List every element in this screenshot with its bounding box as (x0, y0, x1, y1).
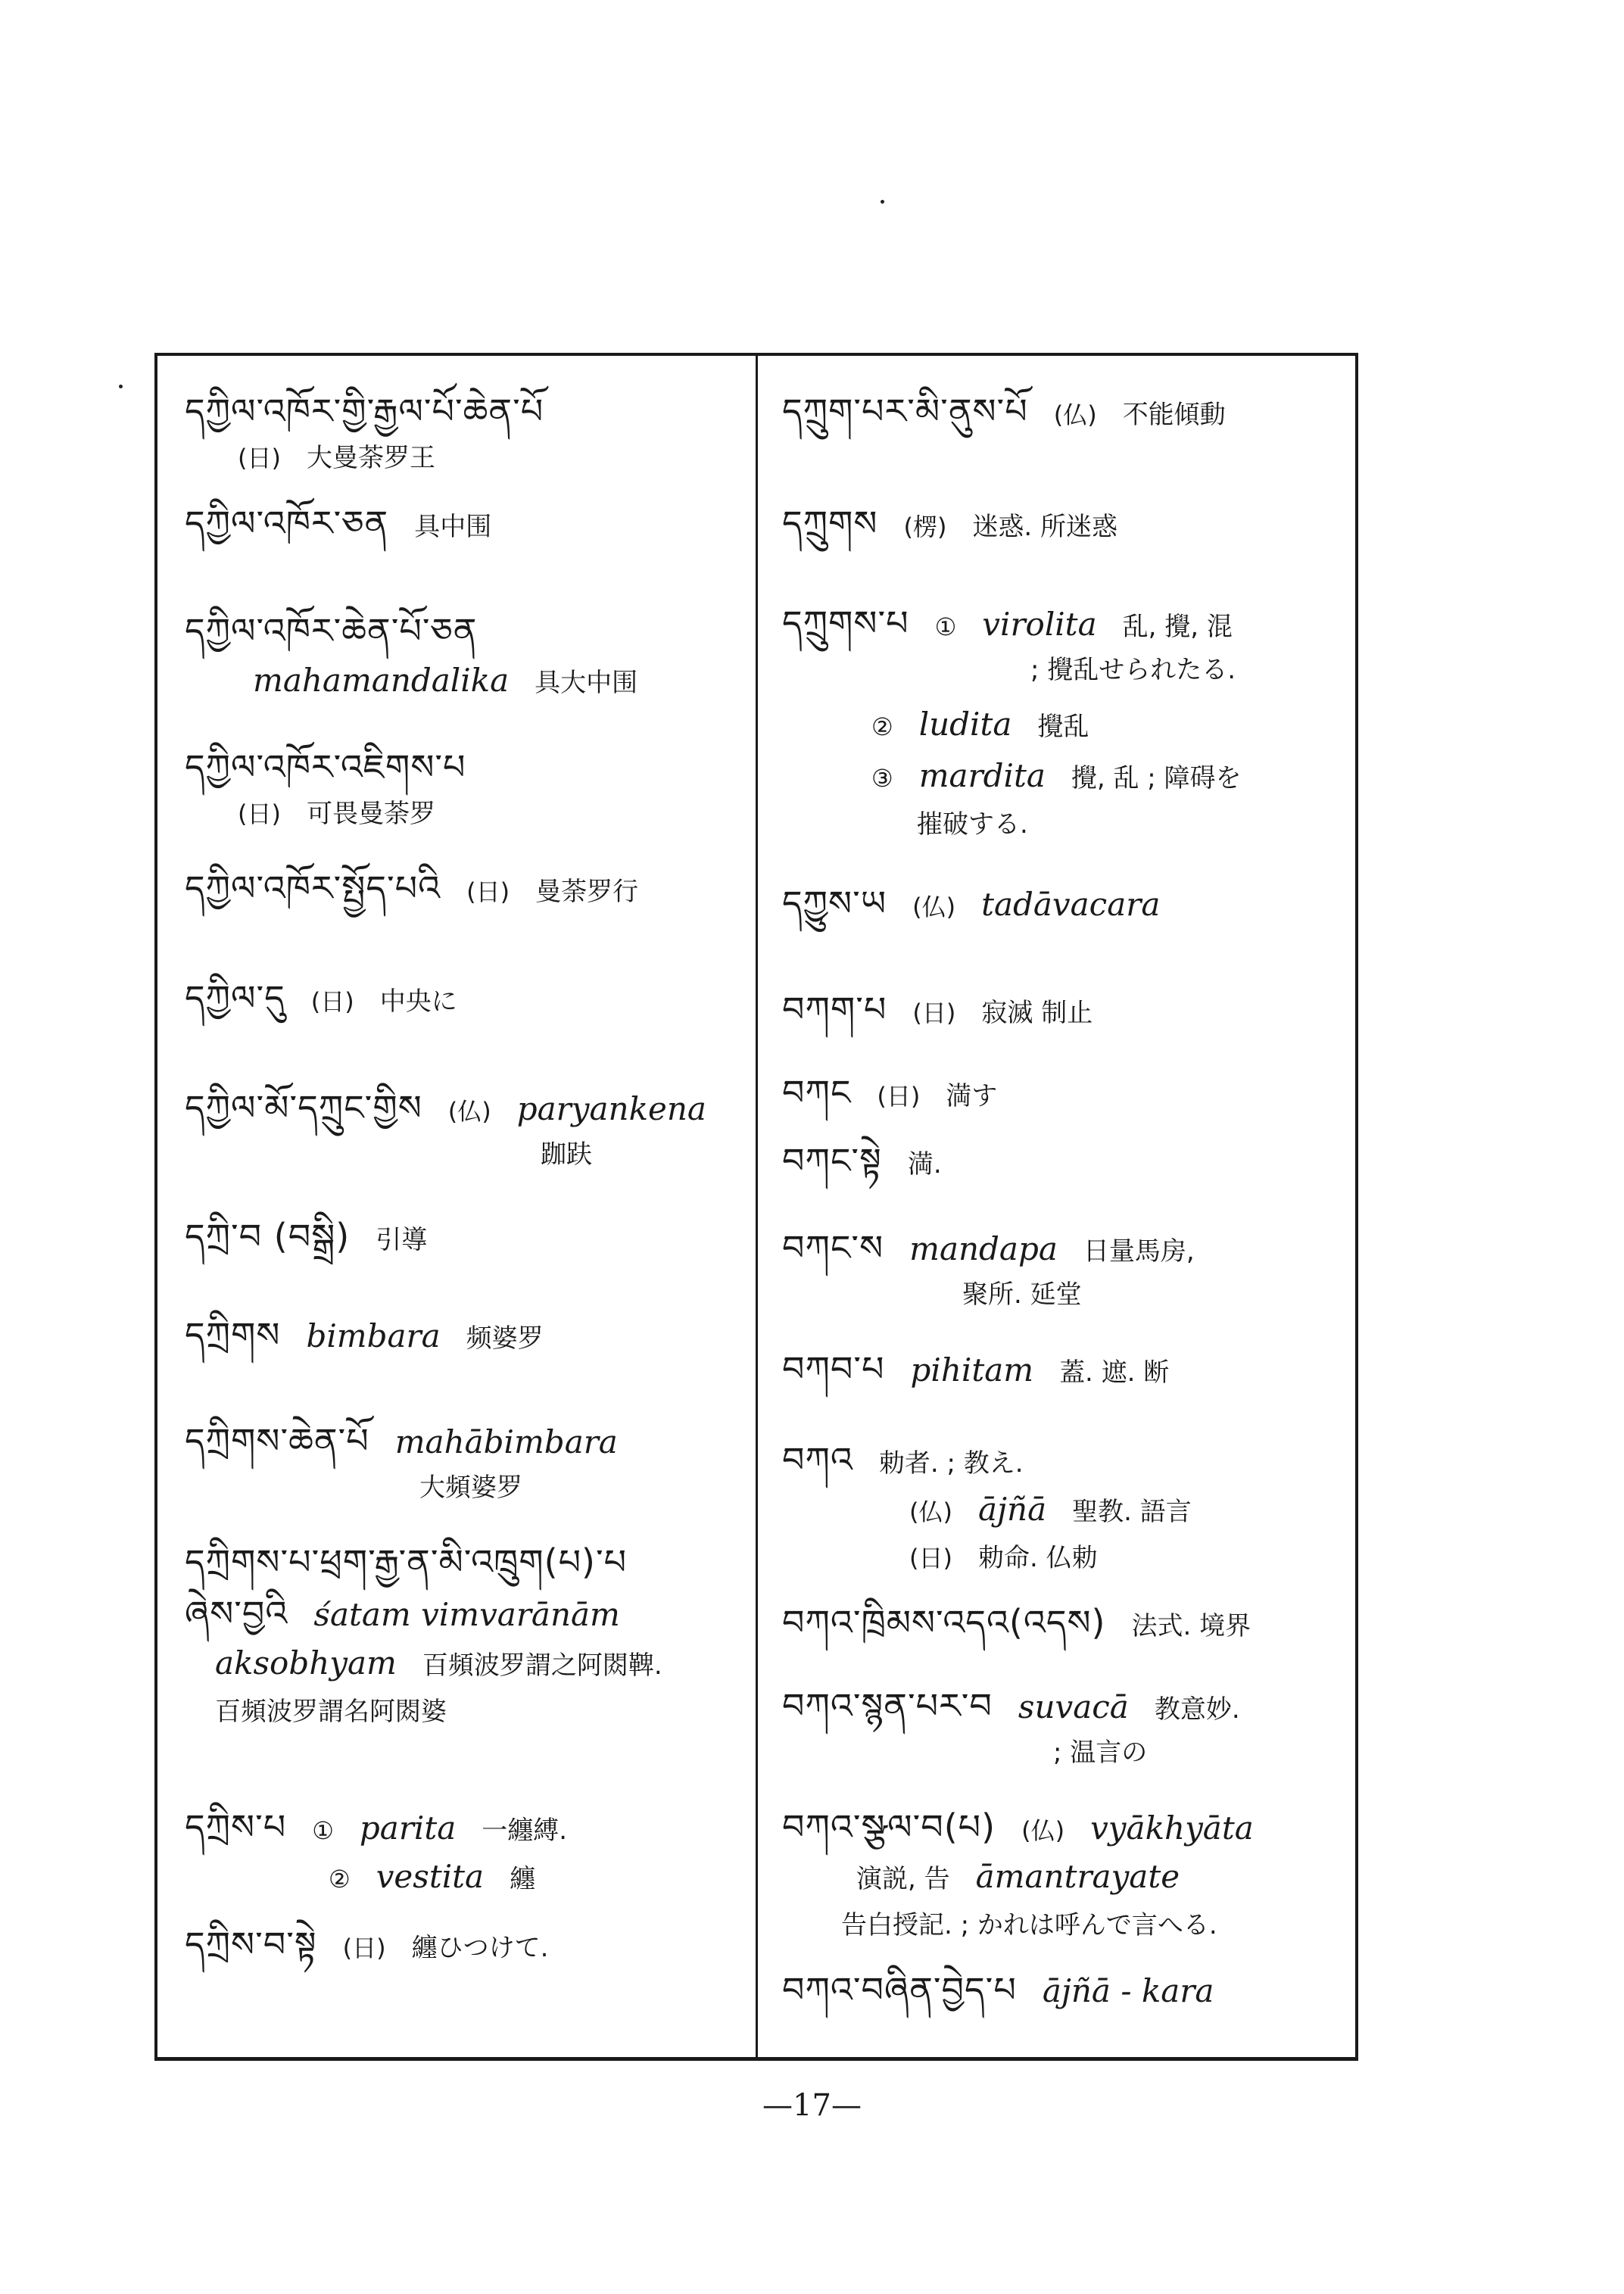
sanskrit-term: bimbara (306, 1317, 441, 1354)
source-marker: (日) (909, 1544, 952, 1572)
tibetan-headword: དཀྲུག་པར་མི་ནུས་པོ (782, 391, 1028, 432)
entry-line (782, 989, 1093, 1030)
entry-line (185, 1541, 628, 1582)
tibetan-headword: བཀང (782, 1072, 852, 1113)
tibetan-headword: དཀྲིགས་པ་ཕྲག་རྒྱ་ན་མི་འཁྲུག(པ)་པ (185, 1541, 628, 1582)
entry-line (185, 1593, 620, 1634)
japanese-gloss: 演説, 告 (856, 1864, 950, 1894)
entry-line (185, 1087, 706, 1128)
entry-line (962, 1279, 1082, 1310)
entry-line (185, 1314, 544, 1355)
tibetan-headword: བཀག་པ (782, 989, 887, 1030)
entry-line (782, 503, 1118, 544)
entry-line (215, 1644, 662, 1682)
source-marker: (仏) (447, 1097, 491, 1126)
source-marker: (日) (342, 1934, 386, 1962)
entry-line (782, 1348, 1170, 1389)
source-marker: (仏) (909, 1498, 952, 1526)
sanskrit-term: mahābimbara (394, 1423, 618, 1460)
entry-line (185, 1924, 549, 1965)
tibetan-headword: བཀབ་པ (782, 1348, 885, 1389)
source-marker: (仏) (1021, 1816, 1065, 1845)
sanskrit-term: mandapa (909, 1230, 1058, 1267)
entry-line (185, 503, 492, 544)
entry-line (909, 1545, 1098, 1571)
japanese-gloss: 引導 (376, 1225, 428, 1255)
japanese-gloss: ; 攪乱せられたる. (1030, 655, 1236, 685)
japanese-gloss: 教意妙. (1154, 1694, 1240, 1725)
sanskrit-term: suvacā (1018, 1688, 1129, 1725)
tibetan-headword: བཀའ་ཁྲིམས་འདའ(འདས) (782, 1602, 1106, 1643)
source-marker: (日) (912, 999, 956, 1027)
japanese-gloss: 大頻婆罗 (419, 1473, 522, 1503)
japanese-gloss: 频婆罗 (466, 1323, 544, 1354)
entry-line (782, 1806, 1254, 1847)
tibetan-headword: བཀའ་སྙན་པར་བ (782, 1685, 993, 1726)
entry-line (185, 391, 544, 432)
source-marker: ① (312, 1816, 334, 1845)
japanese-gloss: 蓋. 遮. 断 (1059, 1357, 1170, 1388)
japanese-gloss: 大曼荼罗王 (306, 443, 435, 473)
entry-line (238, 445, 435, 471)
tibetan-headword: བཀའ་སྩལ་བ(པ) (782, 1806, 996, 1847)
source-marker: (日) (877, 1082, 921, 1111)
japanese-gloss: 満す (946, 1081, 998, 1111)
japanese-gloss: 日量馬房, (1083, 1236, 1195, 1267)
source-marker: ② (329, 1865, 351, 1893)
entry-line (185, 610, 478, 651)
tibetan-headword: ཞེས་བྱའི (185, 1593, 288, 1634)
entry-line (541, 1139, 592, 1170)
entry-line (782, 1602, 1252, 1643)
entry-line (871, 757, 1242, 794)
entry-line (917, 809, 1028, 840)
entry-line (253, 662, 638, 699)
entry-line (419, 1475, 522, 1501)
entry-line (1030, 657, 1236, 683)
tibetan-headword: བཀའ་བཞིན་བྱེད་པ (782, 1969, 1017, 2010)
japanese-gloss: 可畏曼荼罗 (306, 799, 435, 829)
japanese-gloss: 中央に (379, 986, 457, 1017)
source-marker: (日) (310, 987, 354, 1016)
scan-speck-2 (119, 385, 123, 388)
japanese-gloss: 摧破する. (917, 809, 1028, 840)
sanskrit-term: ludita (918, 706, 1012, 743)
tibetan-headword: དཀྱིལ་འཁོར་ཆེན་པོ་ཅན (185, 610, 478, 651)
entry-line (856, 1858, 1180, 1895)
entry-line (782, 1685, 1240, 1726)
tibetan-headword: དཀྲིགས་ཆེན་པོ (185, 1420, 369, 1461)
entry-line (782, 603, 1233, 644)
sanskrit-term: virolita (982, 606, 1097, 643)
tibetan-headword: དཀྱིལ་འཁོར་འཇིགས་པ (185, 746, 466, 787)
japanese-gloss: 具大中围 (535, 668, 638, 698)
japanese-gloss: ; 温言の (1053, 1738, 1148, 1768)
source-marker: (日) (238, 444, 281, 472)
sanskrit-term: vyākhyāta (1090, 1809, 1254, 1847)
sanskrit-term: mahamandalika (253, 662, 510, 699)
tibetan-headword: དཀྲིས་བ་སྟེ (185, 1924, 317, 1965)
source-marker: ① (934, 612, 957, 641)
japanese-gloss: 聚所. 延堂 (962, 1279, 1082, 1310)
japanese-gloss: 乱, 攪, 混 (1122, 612, 1233, 642)
entry-line (185, 868, 639, 909)
entry-line (782, 1969, 1214, 2010)
tibetan-headword: དཀྲུགས (782, 503, 878, 544)
entry-line (782, 1227, 1195, 1268)
japanese-gloss: 迷惑. 所迷惑 (972, 512, 1118, 542)
entry-line (782, 391, 1226, 432)
tibetan-headword: དཀྱུས་ཡ (782, 883, 887, 924)
page-number: —17— (762, 2088, 862, 2123)
entry-line (215, 1699, 447, 1725)
tibetan-headword: དཀྲིས་པ (185, 1806, 287, 1847)
entry-line (782, 1072, 998, 1113)
entry-line (909, 1491, 1192, 1528)
japanese-gloss: 法式. 境界 (1131, 1611, 1252, 1641)
japanese-gloss: 纏 (510, 1864, 536, 1894)
source-marker: (日) (466, 877, 510, 906)
japanese-gloss: 纏ひつけて. (411, 1933, 549, 1963)
japanese-gloss: 勅者. ; 教え. (878, 1448, 1024, 1479)
source-marker: ③ (871, 764, 893, 793)
entry-line (782, 1439, 1024, 1480)
tibetan-headword: དཀྲིགས (185, 1314, 281, 1355)
tibetan-headword: བཀའ (782, 1439, 853, 1480)
entry-line (871, 706, 1089, 743)
japanese-gloss: 満. (907, 1149, 942, 1180)
sanskrit-term: śatam vimvarānām (313, 1596, 620, 1633)
source-marker: ② (871, 712, 893, 741)
tibetan-headword: དཀྱིལ་མོ་དཀྲུང་གྱིས (185, 1087, 422, 1128)
scan-speck-1 (881, 200, 884, 204)
japanese-gloss: 跏趺 (541, 1139, 592, 1170)
tibetan-headword: དཀྲི་བ (བསྒྲི) (185, 1216, 351, 1257)
sanskrit-term: āmantrayate (975, 1858, 1180, 1895)
tibetan-headword: དཀྱིལ་འཁོར་སྤྱོད་པའི (185, 868, 441, 909)
japanese-gloss: 百頻波罗謂之阿閦鞞. (422, 1650, 662, 1681)
entry-line (841, 1912, 1217, 1938)
entry-line (185, 977, 457, 1018)
column-divider (756, 353, 758, 2061)
entry-line (185, 746, 466, 787)
sanskrit-term: mardita (918, 757, 1046, 794)
tibetan-headword: བཀང་སྟེ (782, 1140, 882, 1181)
japanese-gloss: 曼荼罗行 (535, 877, 639, 907)
tibetan-headword: དཀྱིལ་འཁོར་ཅན (185, 503, 389, 544)
entry-line (238, 801, 435, 827)
entry-line (185, 1806, 568, 1847)
sanskrit-term: tadāvacara (981, 886, 1161, 923)
tibetan-headword: བཀང་ས (782, 1227, 884, 1268)
sanskrit-term: vestita (376, 1858, 485, 1895)
japanese-gloss: 一纏縛. (482, 1816, 568, 1846)
source-marker: (仏) (1053, 401, 1097, 429)
japanese-gloss: 具中围 (414, 512, 492, 542)
tibetan-headword: དཀྲུགས་པ (782, 603, 909, 644)
japanese-gloss: 攪, 乱 ; 障碍を (1071, 763, 1242, 793)
sanskrit-term: pihitam (910, 1351, 1034, 1389)
source-marker: (楞) (903, 513, 947, 541)
entry-line (329, 1858, 536, 1895)
sanskrit-term: ājñā (977, 1491, 1047, 1528)
sanskrit-term: paryankena (516, 1090, 706, 1127)
sanskrit-term: parita (359, 1809, 457, 1847)
japanese-gloss: 聖教. 語言 (1072, 1497, 1192, 1527)
entry-line (1053, 1740, 1147, 1766)
tibetan-headword: དཀྱིལ་འཁོར་གྱི་རྒྱལ་པོ་ཆེན་པོ (185, 391, 544, 432)
entry-line (782, 883, 1161, 924)
entry-line (185, 1216, 428, 1257)
entry-line (782, 1140, 942, 1181)
source-marker: (仏) (912, 893, 956, 921)
entry-line (185, 1420, 618, 1461)
sanskrit-term: aksobhyam (215, 1644, 397, 1682)
japanese-gloss: 勅命. 仏勅 (977, 1543, 1098, 1573)
source-marker: (日) (238, 799, 281, 828)
japanese-gloss: 不能傾動 (1122, 400, 1226, 430)
japanese-gloss: 百頻波罗謂名阿閦婆 (215, 1697, 447, 1727)
japanese-gloss: 告白授記. ; かれは呼んで言へる. (841, 1910, 1217, 1940)
japanese-gloss: 寂滅 制止 (981, 998, 1093, 1028)
tibetan-headword: དཀྱིལ་དུ (185, 977, 285, 1018)
sanskrit-term: ājñā - kara (1042, 1972, 1214, 2009)
japanese-gloss: 攪乱 (1037, 712, 1089, 742)
